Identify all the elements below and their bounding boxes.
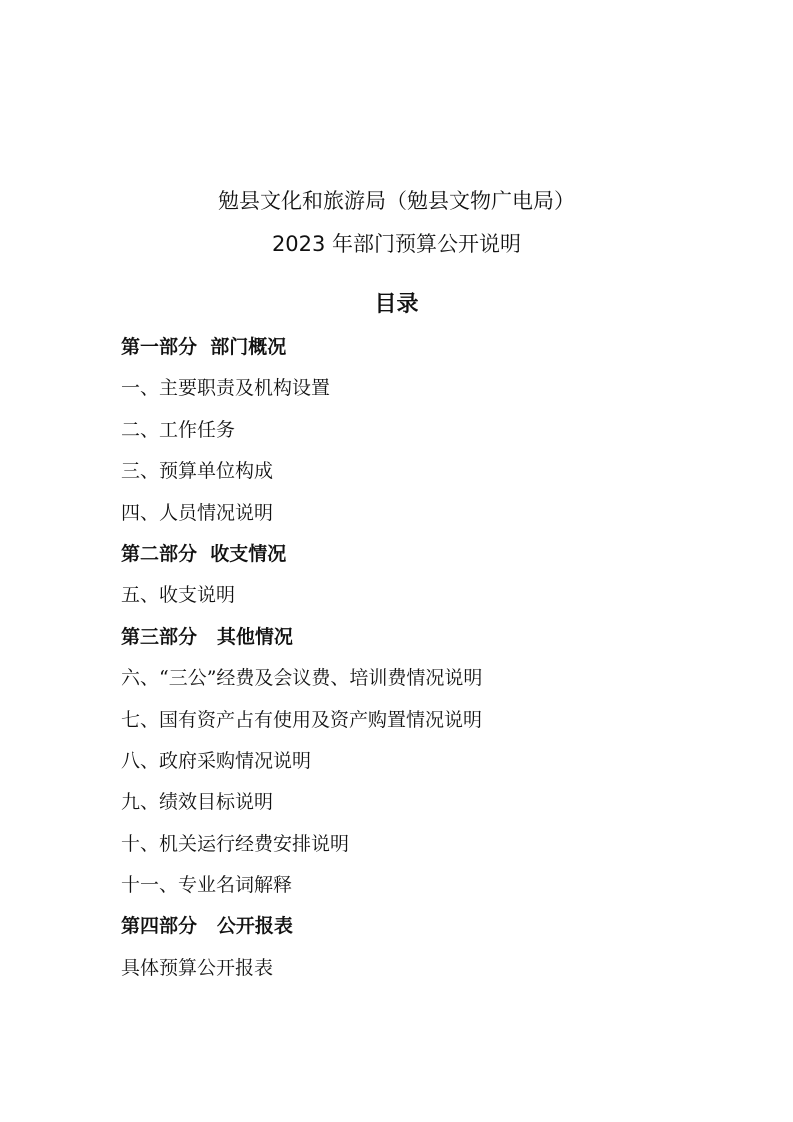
toc-part-3: 第三部分 其他情况: [121, 625, 293, 648]
document-title-line1: 勉县文化和旅游局（勉县文物广电局）: [218, 189, 575, 213]
toc-part-1: 第一部分 部门概况: [121, 336, 287, 358]
toc-item-5: 五、收支说明: [121, 584, 236, 607]
toc-item-1: 一、主要职责及机构设置: [121, 377, 331, 400]
toc-item-6: 六、“三公”经费及会议费、培训费情况说明: [121, 667, 483, 690]
toc-item-8: 八、政府采购情况说明: [121, 749, 312, 772]
toc-heading: 目录: [374, 292, 419, 317]
toc-item-3: 三、预算单位构成: [121, 460, 274, 483]
toc-item-11: 十一、专业名词解释: [121, 874, 293, 897]
toc-item-2: 二、工作任务: [121, 418, 236, 441]
toc-part-4: 第四部分 公开报表: [121, 915, 293, 938]
toc-item-10: 十、机关运行经费安排说明: [121, 832, 350, 855]
document-title-line2: 2023 年部门预算公开说明: [271, 232, 522, 256]
table-of-contents: [121, 332, 761, 994]
toc-part-2: 第二部分 收支情况: [121, 542, 287, 565]
toc-item-9: 九、绩效目标说明: [121, 791, 274, 814]
toc-item-4: 四、人员情况说明: [121, 501, 274, 524]
toc-item-7: 七、国有资产占有使用及资产购置情况说明: [121, 708, 483, 731]
toc-item-12: 具体预算公开报表: [121, 956, 274, 979]
